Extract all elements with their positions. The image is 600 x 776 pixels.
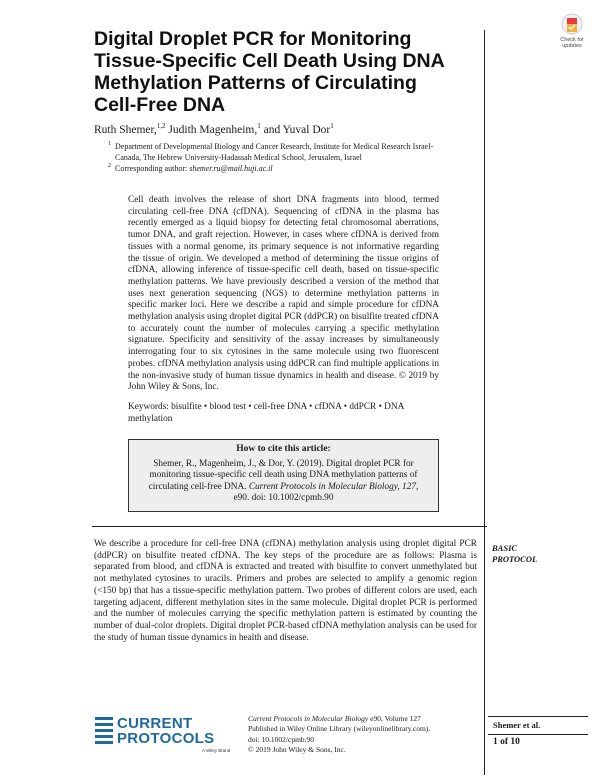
author-name: Ruth Shemer, — [94, 123, 157, 136]
author-affiliation-ref: 1,2 — [156, 122, 166, 130]
section-label: BASIC PROTOCOL — [492, 543, 538, 564]
margin-divider — [484, 30, 485, 775]
side-divider — [488, 716, 588, 717]
section-divider — [92, 526, 487, 527]
side-divider — [488, 734, 588, 735]
publication-info: Current Protocols in Molecular Biology e90, Volume 127 Published in Wiley Online Library (wileyonlinelibrary.com). doi: 10.1002/cpmb.90 © 2019 John Wiley & Sons, Inc. — [248, 714, 478, 755]
protocol-introduction: We describe a procedure for cell-free DNA (cfDNA) methylation analysis using droplet digital PCR (ddPCR) on bisulfite treated cfDNA. The key steps of the procedure are as follows: Plasma is separated from blood, and cfDNA is extracted and treated with bisulfite to convert unmethylated but not methylated cytosines to uracils. Primers and probes are selected to amplify a genomic region (<150 bp) that has a tissue-specific methylation pattern. Two probes of different colors are used, each targeting adjacent, different methylation sites in the same molecule. Digital droplet PCR is performed and the number of molecules carrying the specific methylation pattern is estimated by counting the number of dual-color droplets. Digital droplet PCR-based cfDNA methylation analysis can be used for the study of human tissue dynamics in health and disease. — [94, 539, 477, 643]
protocols-stripes-icon — [95, 717, 115, 747]
citation-box — [128, 439, 439, 512]
logo-text-current: CURRENT — [117, 715, 193, 732]
article-title: Digital Droplet PCR for Monitoring Tissue-Specific Cell Death Using DNA Methylation Patterns of Circulating Cell-Free DNA — [94, 28, 445, 116]
logo-wiley-brand: A Wiley Brand — [202, 748, 231, 753]
current-protocols-logo — [95, 714, 231, 762]
author-list — [94, 122, 334, 136]
corresponding-author: 2 Corresponding author: shemer.ru@mail.huji.ac.il — [108, 163, 273, 173]
affiliation-item: 1 Department of Developmental Biology and Cancer Research, Institute for Medical Research Israel-Canada, The Hebrew University-Hadassah Medical School, Jerusalem, Israel — [108, 141, 434, 162]
author-affiliation-ref: 1 — [330, 122, 334, 130]
citation-text: Shemer, R., Magenheim, J., & Dor, Y. (2019). Digital droplet PCR for monitoring tissue-specific cell death using DNA methylation patterns of circulating cell-free DNA. Current Protocols in Molecular Biology, 127, e90. doi: 10.1002/cpmb.90 — [148, 458, 419, 504]
page-number: 1 of 10 — [493, 737, 520, 747]
check-for-updates-label: Check for updates — [560, 37, 584, 49]
publication-url-text[interactable]: Published in Wiley Online Library (wileyonlinelibrary.com). — [248, 724, 431, 734]
doi-text[interactable]: doi: 10.1002/cpmb.90 — [248, 734, 315, 744]
author-name: Judith Magenheim, — [165, 123, 258, 136]
author-name: and Yuval Dor — [260, 123, 331, 136]
author-email-link[interactable]: shemer.ru@mail.huji.ac.il — [189, 164, 273, 173]
logo-text-protocols: PROTOCOLS — [117, 730, 215, 747]
citation-heading: How to cite this article: — [236, 444, 331, 454]
keywords: Keywords: bisulfite • blood test • cell-free DNA • cfDNA • ddPCR • DNA methylation — [128, 402, 404, 424]
check-for-updates-badge[interactable] — [556, 12, 588, 50]
abstract: Cell death involves the release of short DNA fragments into blood, termed circulating cell-free DNA (cfDNA). Sequencing of cfDNA in the plasma has recently emerged as a liquid biopsy for detecting fetal chromosomal aberrations, tumor DNA, and graft rejection. However, in cases where cfDNA is derived from tissues with a normal genome, its primary sequence is not informative regarding the tissue of origin. We developed a method of determining the tissue origins of cfDNA, allowing inference of tissue-specific cell death, based on tissue-specific methylation patterns. We have previously described a version of the method that uses next generation sequencing (NGS) to determine methylation patterns in specific marker loci. Here we describe a rapid and simple procedure for cfDNA methylation analysis using droplet digital PCR (ddPCR) on bisulfite treated cfDNA to accurately count the number of molecules carrying a specific methylation signature. Specificity and sensitivity of the assay increases by simultaneously interrogating four to six cytosines in the same molecule using two fluorescent probes. cfDNA methylation analysis using ddPCR can find multiple applications in the non-invasive study of human tissue dynamics in health and disease. © 2019 by John Wiley & Sons, Inc. — [128, 195, 439, 393]
author-affiliation-ref: 1 — [257, 122, 261, 130]
running-author: Shemer et al. — [493, 720, 541, 730]
affiliations — [108, 141, 442, 174]
crossmark-icon — [556, 12, 588, 38]
